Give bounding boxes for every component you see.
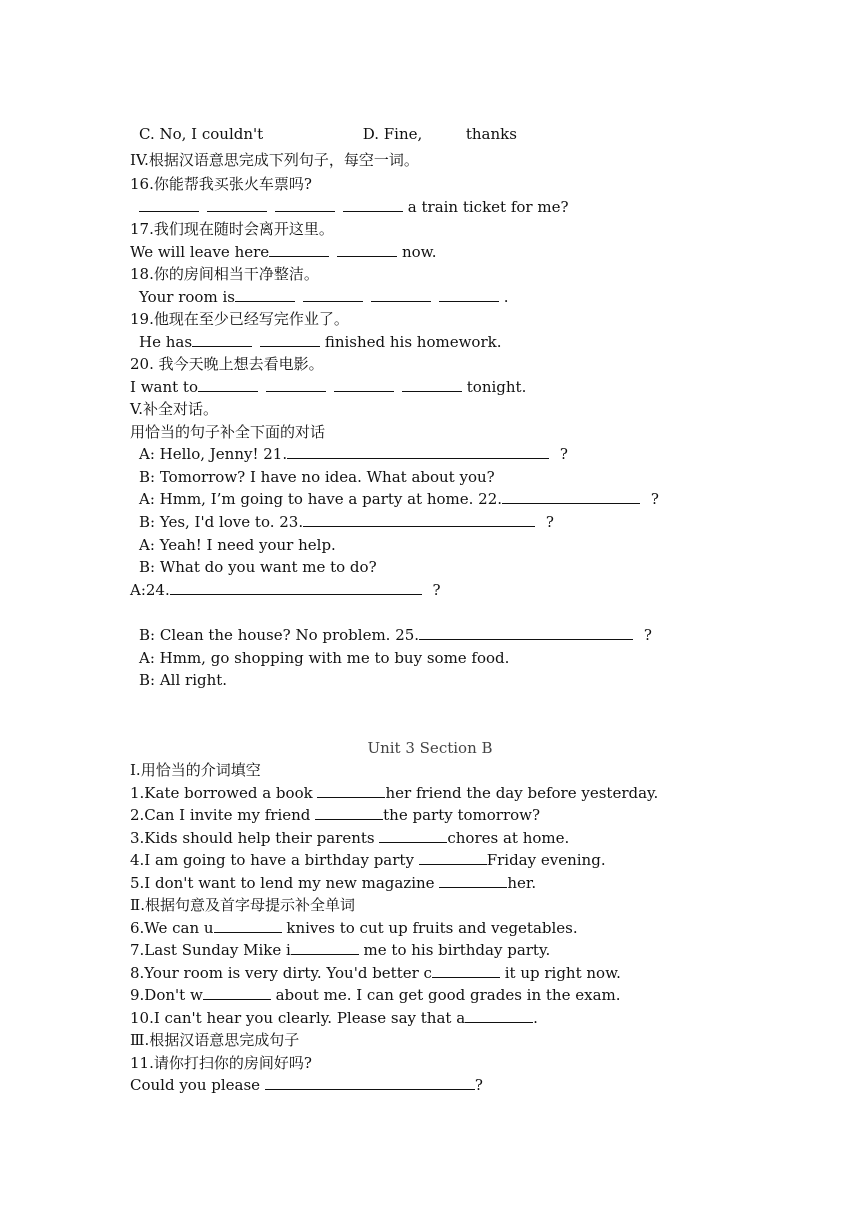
dialogue-line: B: All right. — [139, 671, 228, 689]
answer-blank[interactable] — [303, 287, 363, 302]
answer-blank[interactable] — [269, 242, 329, 257]
section-heading-ii: Ⅱ.根据句意及首字母提示补全单词 — [130, 896, 355, 914]
question-16-en: a train ticket for me? — [139, 197, 569, 217]
answer-blank[interactable] — [337, 242, 397, 257]
answer-blank[interactable] — [379, 828, 447, 843]
answer-blank[interactable] — [402, 377, 462, 392]
answer-blank[interactable] — [465, 1008, 533, 1023]
answer-blank[interactable] — [502, 489, 640, 504]
question-19-en: He has finished his homework. — [139, 333, 502, 351]
question-17-en: We will leave here now. — [130, 243, 437, 261]
dialogue-line-22: A: Hmm, I’m going to have a party at home. 22. ? — [139, 490, 659, 508]
dialogue-line-24: A:24. ? — [130, 581, 441, 599]
answer-blank[interactable] — [439, 287, 499, 302]
answer-blank[interactable] — [266, 377, 326, 392]
question-10: 10.I can't hear you clearly. Please say that a . — [130, 1009, 538, 1027]
section-heading-v: V.补全对话。 — [130, 400, 218, 418]
answer-blank[interactable] — [275, 197, 335, 212]
section-heading-i: Ⅰ.用恰当的介词填空 — [130, 761, 261, 779]
question-8: 8.Your room is very dirty. You'd better c it up right now. — [130, 964, 621, 982]
answer-blank[interactable] — [334, 377, 394, 392]
question-4: 4.I am going to have a birthday party Friday evening. — [130, 851, 606, 869]
answer-blank[interactable] — [432, 963, 500, 978]
answer-blank[interactable] — [260, 332, 320, 347]
answer-blank[interactable] — [303, 512, 535, 527]
question-11-en: Could you please ? — [130, 1076, 483, 1094]
answer-blank[interactable] — [287, 444, 549, 459]
question-2: 2.Can I invite my friend the party tomorrow? — [130, 806, 541, 824]
answer-blank[interactable] — [170, 580, 422, 595]
answer-blank[interactable] — [203, 985, 271, 1000]
answer-blank[interactable] — [198, 377, 258, 392]
answer-blank[interactable] — [265, 1075, 475, 1090]
dialogue-line-21: A: Hello, Jenny! 21. ? — [139, 445, 568, 463]
answer-blank[interactable] — [139, 197, 199, 212]
dialogue-line-25: B: Clean the house? No problem. 25. ? — [139, 626, 652, 644]
section-heading-iii: Ⅲ.根据汉语意思完成句子 — [130, 1031, 300, 1049]
answer-blank[interactable] — [419, 625, 633, 640]
answer-blank[interactable] — [291, 940, 359, 955]
answer-blank[interactable] — [439, 873, 507, 888]
dialogue-line: A: Hmm, go shopping with me to buy some food. — [139, 649, 510, 667]
dialogue-line: B: Tomorrow? I have no idea. What about you? — [139, 468, 495, 486]
option-d: D. Fine, — [362, 125, 423, 143]
option-row — [139, 124, 517, 144]
question-20-en: I want to tonight. — [130, 378, 527, 396]
answer-blank[interactable] — [419, 850, 487, 865]
question-18-en: Your room is . — [139, 288, 509, 306]
answer-blank[interactable] — [192, 332, 252, 347]
question-9: 9.Don't w about me. I can get good grades in the exam. — [130, 986, 621, 1004]
answer-blank[interactable] — [343, 197, 403, 212]
answer-blank[interactable] — [315, 805, 383, 820]
question-11-cn: 11.请你打扫你的房间好吗? — [130, 1054, 312, 1072]
question-5: 5.I don't want to lend my new magazine her. — [130, 874, 537, 892]
dialogue-line-23: B: Yes, I'd love to. 23. ? — [139, 513, 554, 531]
section-v-instruction: 用恰当的句子补全下面的对话 — [130, 423, 326, 441]
answer-blank[interactable] — [235, 287, 295, 302]
answer-blank[interactable] — [317, 783, 385, 798]
question-17-cn: 17.我们现在随时会离开这里。 — [130, 220, 334, 238]
section-heading-iv: IV.根据汉语意思完成下列句子，每空一词。 — [130, 151, 419, 169]
question-6: 6.We can u knives to cut up fruits and vegetables. — [130, 919, 578, 937]
dialogue-line: B: What do you want me to do? — [139, 558, 377, 576]
question-19-cn: 19.他现在至少已经写完作业了。 — [130, 310, 349, 328]
question-16-cn: 16.你能帮我买张火车票吗? — [130, 175, 312, 193]
question-3: 3.Kids should help their parents chores at home. — [130, 829, 570, 847]
answer-blank[interactable] — [214, 918, 282, 933]
question-7: 7.Last Sunday Mike i me to his birthday party. — [130, 941, 551, 959]
unit-title: Unit 3 Section B — [367, 739, 493, 757]
question-20-cn: 20. 我今天晚上想去看电影。 — [130, 355, 324, 373]
question-18-cn: 18.你的房间相当干净整洁。 — [130, 265, 319, 283]
answer-blank[interactable] — [371, 287, 431, 302]
option-c: C. No, I couldn't — [139, 125, 264, 143]
dialogue-line: A: Yeah! I need your help. — [139, 536, 336, 554]
answer-blank[interactable] — [207, 197, 267, 212]
option-d-tail: thanks — [465, 125, 517, 143]
question-1: 1.Kate borrowed a book her friend the day before yesterday. — [130, 784, 659, 802]
